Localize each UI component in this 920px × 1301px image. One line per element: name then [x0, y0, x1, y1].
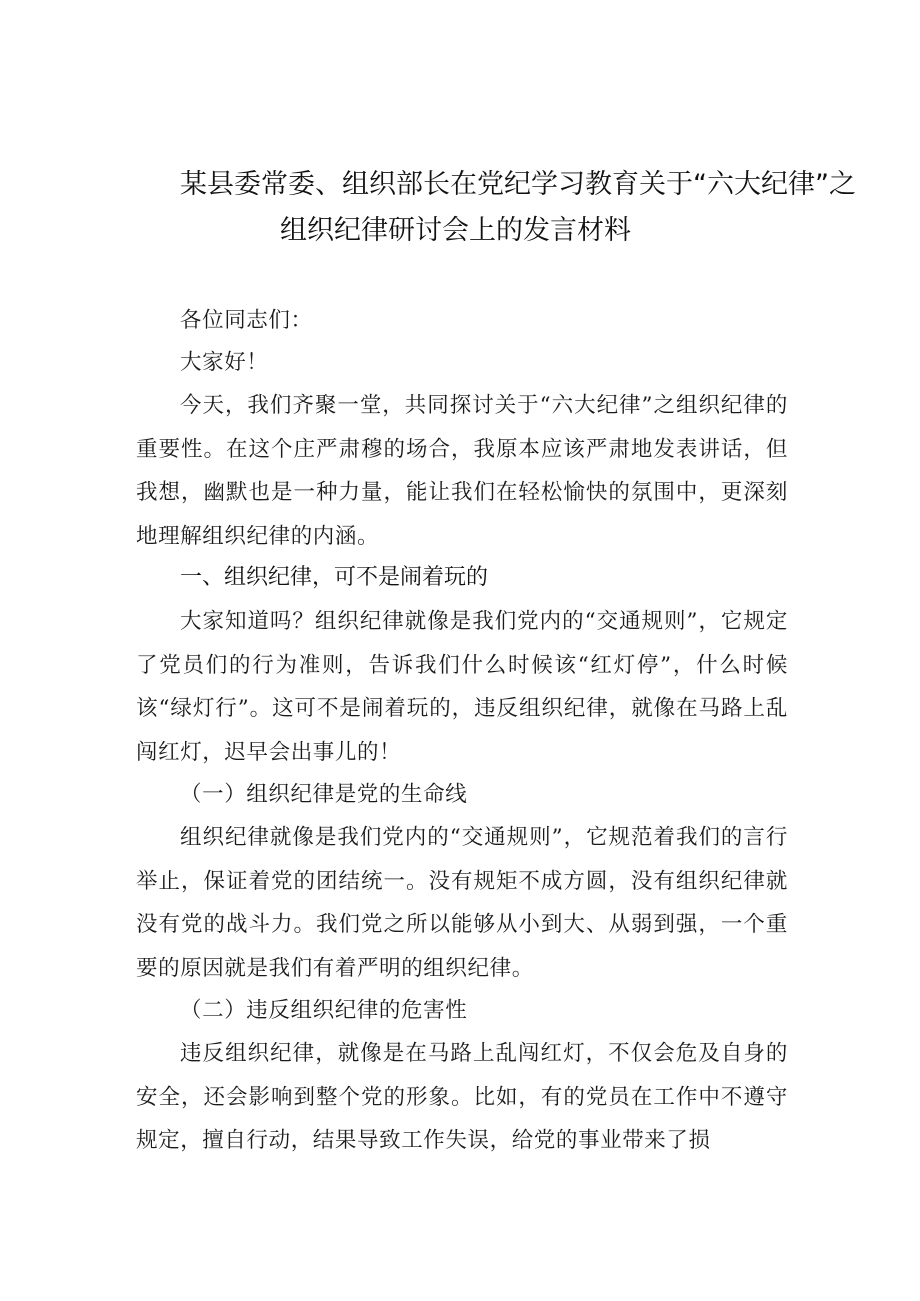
subsection-heading-2: （二）违反组织纪律的危害性 — [180, 998, 468, 1023]
salutation: 各位同志们： — [180, 308, 313, 333]
section-heading-1: 一、组织纪律，可不是闹着玩的 — [180, 565, 489, 590]
document-title-line-1: 某县委常委、组织部长在党纪学习教育关于“六大纪律”之 — [180, 169, 856, 200]
subsection-2-paragraph: 违反组织纪律，就像是在马路上乱闯红灯，不仅会危及自身的安全，还会影响到整个党的形象。比如，有的党员在工作中不遵守规定，擅自行动，结果导致工作失误，给党的事业带来了损 — [136, 1041, 788, 1153]
greeting: 大家好！ — [180, 350, 269, 375]
subsection-1-paragraph: 组织纪律就像是我们党内的“交通规则”，它规范着我们的言行举止，保证着党的团结统一。没有规矩不成方圆，没有组织纪律就没有党的战斗力。我们党之所以能够从小到大、从弱到强，一个重要的原因就是我们有着严明的组织纪律。 — [136, 825, 788, 981]
section-1-paragraph: 大家知道吗？组织纪律就像是我们党内的“交通规则”，它规定了党员们的行为准则，告诉我们什么时候该“红灯停”，什么时候该“绿灯行”。这可不是闹着玩的，违反组织纪律，就像在马路上乱闯红灯，迟早会出事儿的！ — [136, 609, 788, 765]
subsection-heading-1: （一）组织纪律是党的生命线 — [180, 782, 468, 807]
intro-paragraph: 今天，我们齐聚一堂，共同探讨关于“六大纪律”之组织纪律的重要性。在这个庄严肃穆的场合，我原本应该严肃地发表讲话，但我想，幽默也是一种力量，能让我们在轻松愉快的氛围中，更深刻地理解组织纪律的内涵。 — [136, 393, 788, 549]
document-title-line-2: 组织纪律研讨会上的发言材料 — [280, 215, 631, 246]
